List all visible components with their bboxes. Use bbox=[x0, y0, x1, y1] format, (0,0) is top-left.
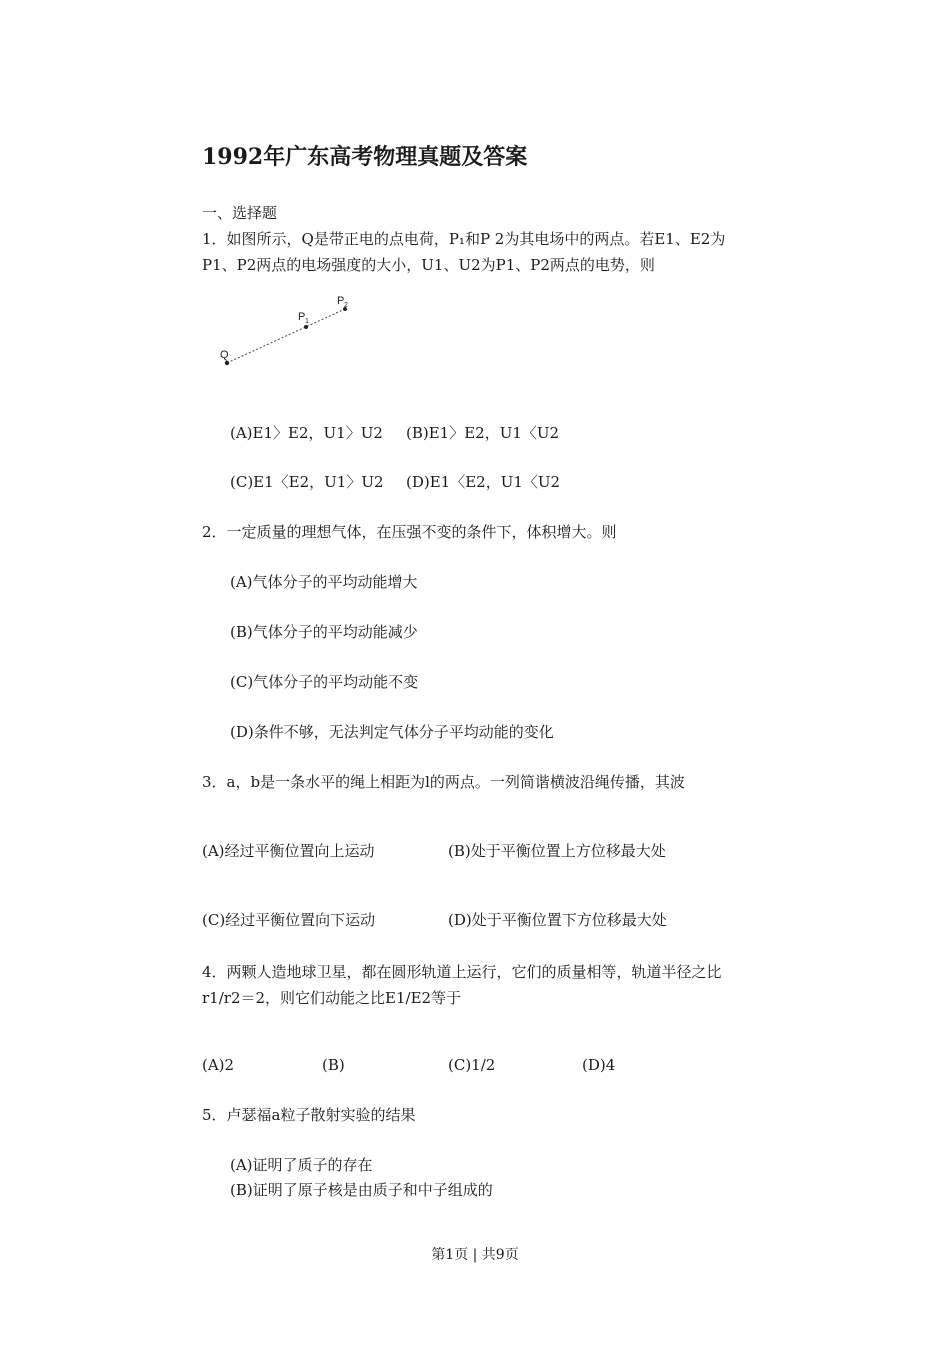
q4-option-a: (A)2 bbox=[202, 1056, 235, 1074]
q1-option-c: (C)E1〈E2，U1〉U2 bbox=[230, 473, 384, 491]
page-footer: 第1页 | 共9页 bbox=[431, 1247, 519, 1263]
q2-option-b: (B)气体分子的平均动能减少 bbox=[230, 623, 418, 641]
q1-option-b: (B)E1〉E2，U1〈U2 bbox=[406, 424, 560, 442]
q4-line1: 4．两颗人造地球卫星，都在圆形轨道上运行，它们的质量相等，轨道半径之比 bbox=[202, 963, 722, 981]
q2-option-a: (A)气体分子的平均动能增大 bbox=[230, 573, 418, 591]
p1-subscript: 1 bbox=[305, 318, 309, 325]
charge-q-point bbox=[225, 361, 229, 365]
section-heading: 一、选择题 bbox=[202, 204, 278, 222]
q4-line2: r1/r2＝2，则它们动能之比E1/E2等于 bbox=[202, 989, 462, 1007]
q3-option-c: (C)经过平衡位置向下运动 bbox=[202, 911, 376, 929]
q1-figure-charge-diagram bbox=[212, 290, 364, 370]
q1-line2: P1、P2两点的电场强度的大小，U1、U2为P1、P2两点的电势，则 bbox=[202, 256, 655, 274]
p1-point bbox=[304, 325, 308, 329]
q4-option-d: (D)4 bbox=[582, 1056, 616, 1074]
p2-subscript: 2 bbox=[344, 302, 348, 309]
q1-line1: 1．如图所示，Q是带正电的点电荷，P₁和P 2为其电场中的两点。若E1、E2为 bbox=[202, 230, 726, 248]
p2-label: P bbox=[337, 295, 345, 307]
q3-stem: 3．a，b是一条水平的绳上相距为l的两点。一列简谐横波沿绳传播，其波 bbox=[202, 773, 685, 791]
q1-option-d: (D)E1〈E2，U1〈U2 bbox=[406, 473, 561, 491]
q2-option-d: (D)条件不够，无法判定气体分子平均动能的变化 bbox=[230, 723, 554, 741]
q2-stem: 2．一定质量的理想气体，在压强不变的条件下，体积增大。则 bbox=[202, 523, 617, 541]
q3-option-d: (D)处于平衡位置下方位移最大处 bbox=[448, 911, 667, 929]
q2-option-c: (C)气体分子的平均动能不变 bbox=[230, 673, 419, 691]
q-label: Q bbox=[220, 349, 229, 361]
document-title: 1992年广东高考物理真题及答案 bbox=[202, 144, 528, 170]
q3-option-a: (A)经过平衡位置向上运动 bbox=[202, 842, 375, 860]
q3-option-b: (B)处于平衡位置上方位移最大处 bbox=[448, 842, 666, 860]
q5-option-a: (A)证明了质子的存在 bbox=[230, 1156, 373, 1174]
field-line bbox=[227, 309, 345, 363]
q4-option-b: (B) bbox=[322, 1056, 345, 1074]
q4-option-c: (C)1/2 bbox=[448, 1056, 496, 1074]
q5-stem: 5．卢瑟福a粒子散射实验的结果 bbox=[202, 1106, 416, 1124]
q1-option-a: (A)E1〉E2，U1〉U2 bbox=[230, 424, 383, 442]
p1-label: P bbox=[298, 311, 306, 323]
q5-option-b: (B)证明了原子核是由质子和中子组成的 bbox=[230, 1181, 493, 1199]
